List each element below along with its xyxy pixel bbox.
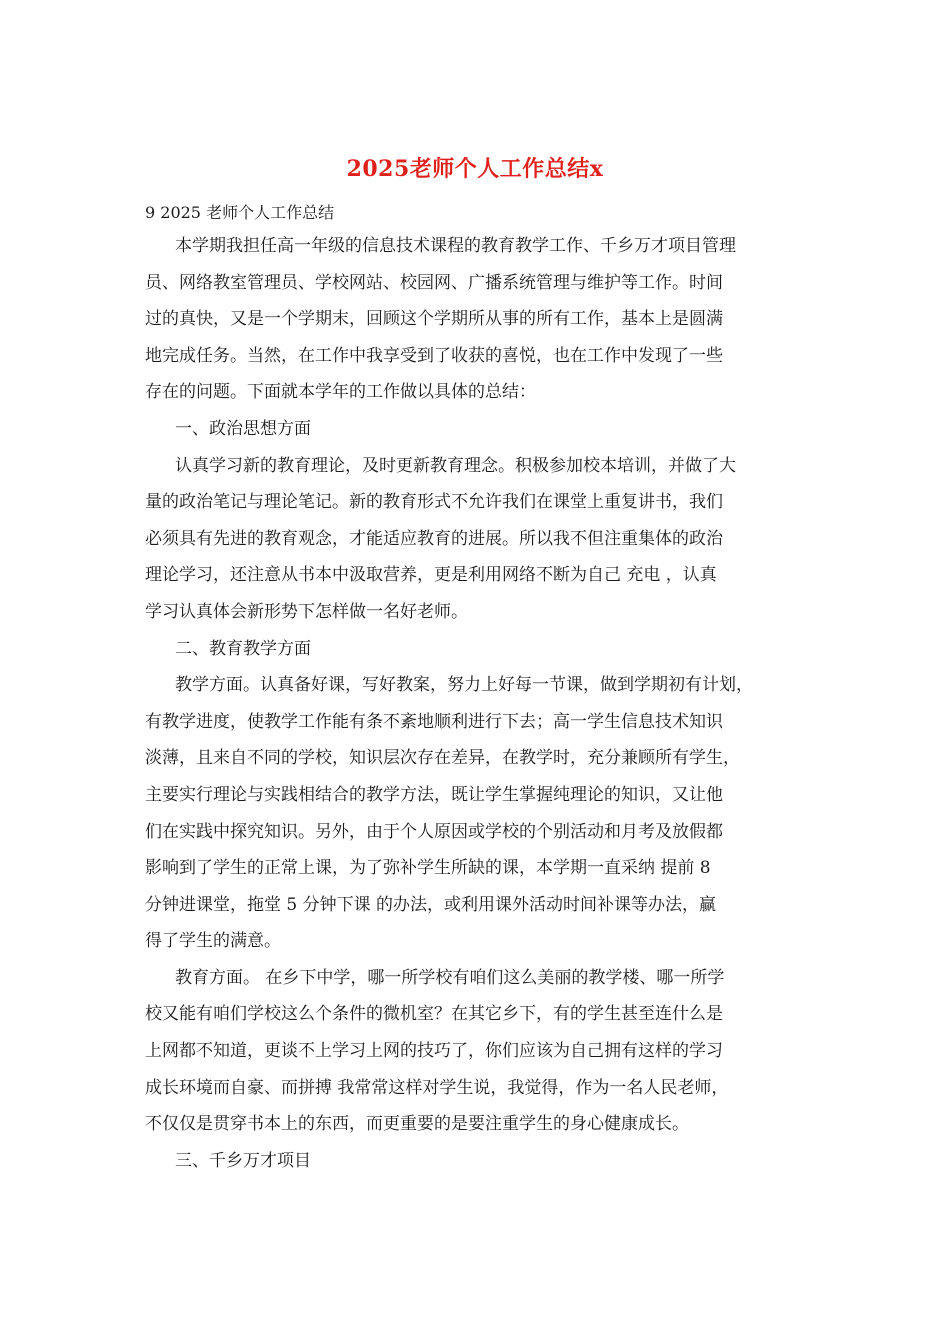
text-line: 本学期我担任高一年级的信息技术课程的教育教学工作、千乡万才项目管理 — [175, 236, 736, 256]
text-line: 认真学习新的教育理论，及时更新教育理念。积极参加校本培训，并做了大 — [175, 455, 736, 476]
text-line: 一、政治思想方面 — [175, 418, 311, 439]
text-line: 有教学进度，使教学工作能有条不紊地顺利进行下去；高一学生信息技术知识 — [145, 711, 723, 732]
text-line: 教育方面。 在乡下中学，哪一所学校有咱们这么美丽的教学楼、哪一所学 — [175, 967, 725, 988]
text-line: 员、网络教室管理员、学校网站、校园网、广播系统管理与维护等工作。时间 — [145, 272, 723, 293]
text-line: 教学方面。认真备好课，写好教案，努力上好每一节课，做到学期初有计划， — [175, 675, 753, 696]
text-line: 二、教育教学方面 — [175, 638, 311, 659]
text-line: 影响到了学生的正常上课，为了弥补学生所缺的课，本学期一直采纳 提前 8 — [145, 858, 711, 879]
text-line: 理论学习，还注意从书本中汲取营养，更是利用网络不断为自己 充电 ，认真 — [145, 565, 717, 586]
text-line: 地完成任务。当然，在工作中我享受到了收获的喜悦，也在工作中发现了一些 — [145, 345, 723, 366]
text-line: 们在实践中探究知识。另外，由于个人原因或学校的个别活动和月考及放假都 — [145, 821, 723, 842]
document-title: 2025老师个人工作总结x — [346, 156, 604, 182]
text-line: 上网都不知道，更谈不上学习上网的技巧了，你们应该为自己拥有这样的学习 — [145, 1041, 723, 1062]
text-line: 三、千乡万才项目 — [175, 1150, 311, 1171]
text-line: 成长环境而自豪、而拼搏 我常常这样对学生说，我觉得，作为一名人民老师， — [145, 1077, 729, 1098]
text-line: 必须具有先进的教育观念，才能适应教育的进展。所以我不但注重集体的政治 — [145, 528, 723, 549]
text-line: 主要实行理论与实践相结合的教学方法，既让学生掌握纯理论的知识，又让他 — [145, 784, 723, 805]
text-line: 得了学生的满意。 — [145, 931, 281, 952]
text-line: 校又能有咱们学校这么个条件的微机室？在其它乡下，有的学生甚至连什么是 — [145, 1004, 723, 1025]
text-line: 过的真快，又是一个学期末，回顾这个学期所从事的所有工作，基本上是圆满 — [145, 309, 723, 330]
text-line: 量的政治笔记与理论笔记。新的教育形式不允许我们在课堂上重复讲书，我们 — [145, 492, 723, 513]
text-line: 学习认真体会新形势下怎样做一名好老师。 — [145, 601, 468, 622]
document-body — [145, 198, 825, 1179]
text-line: 存在的问题。下面就本学年的工作做以具体的总结： — [145, 382, 536, 403]
text-line: 分钟进课堂，拖堂 5 分钟下课 的办法，或利用课外活动时间补课等办法，赢 — [145, 894, 717, 915]
text-line: 不仅仅是贯穿书本上的东西，而更重要的是要注重学生的身心健康成长。 — [145, 1114, 689, 1135]
paragraph-lines — [145, 228, 825, 1179]
document-subtitle: 9 2025 老师个人工作总结 — [145, 203, 335, 222]
text-line: 淡薄，且来自不同的学校，知识层次存在差异，在教学时，充分兼顾所有学生， — [145, 748, 740, 769]
